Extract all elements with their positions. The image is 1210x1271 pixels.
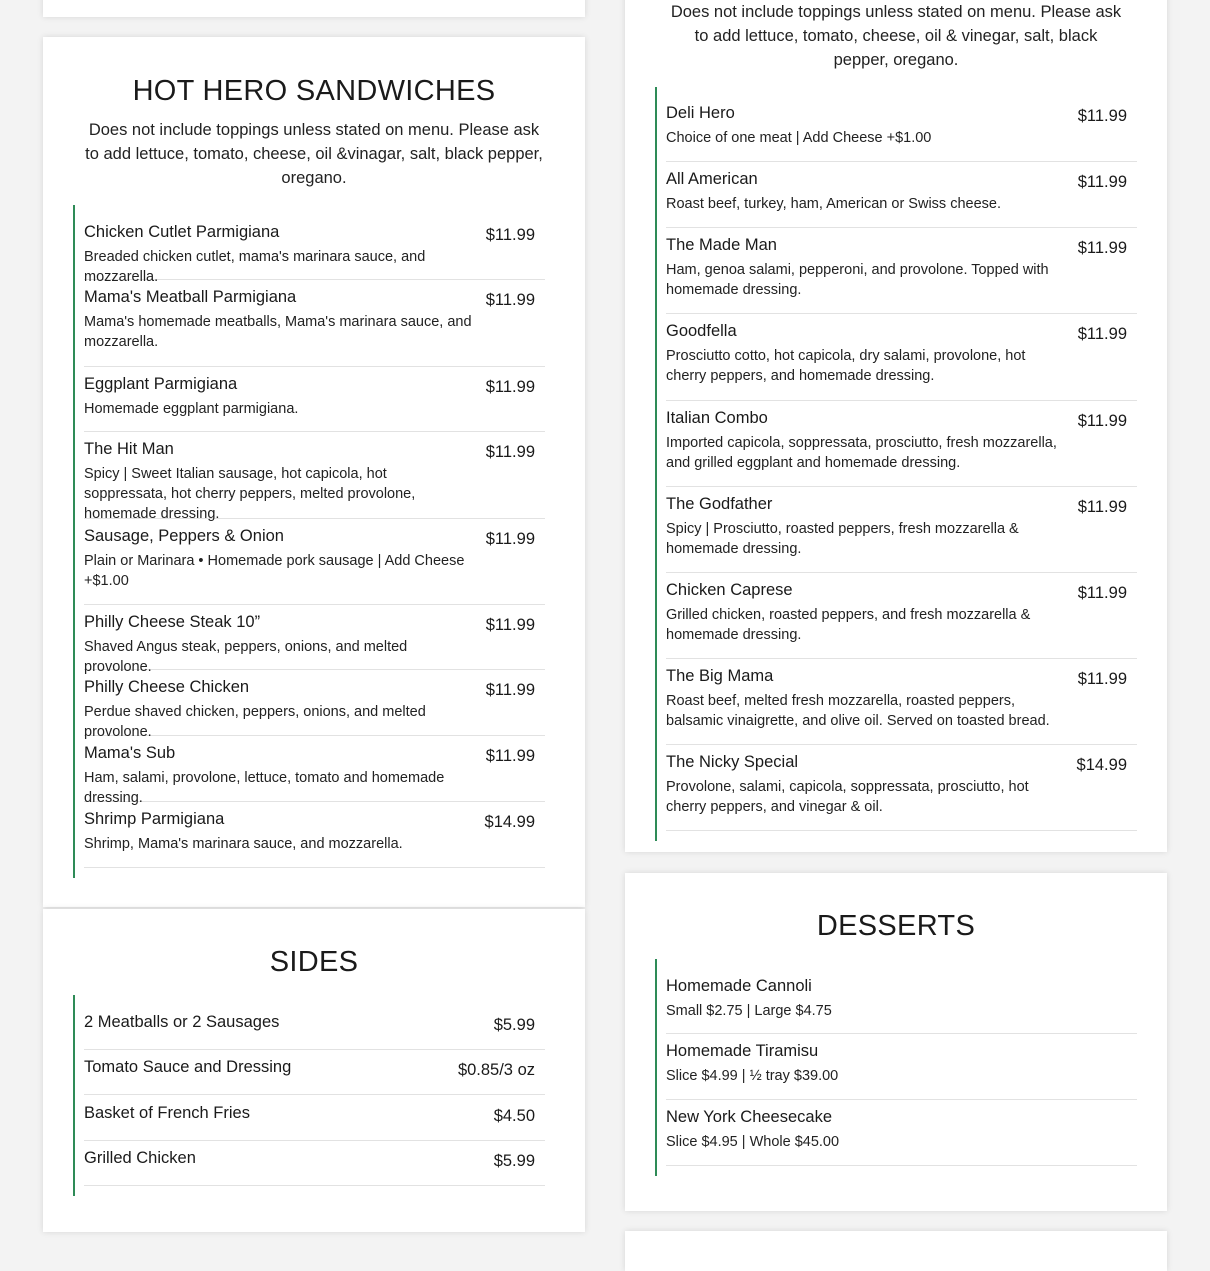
item-desc: Choice of one meat | Add Cheese +$1.00	[666, 130, 932, 146]
item-price: $14.99	[1076, 756, 1127, 774]
item-desc: Plain or Marinara • Homemade pork sausage | Add Cheese +$1.00	[84, 553, 465, 589]
item-name: Mama's Meatball Parmigiana	[84, 288, 297, 306]
hot-hero-card	[43, 37, 585, 907]
item-name: Grilled Chicken	[84, 1149, 196, 1167]
menu-item[interactable]	[666, 659, 1137, 745]
item-desc: Spicy | Sweet Italian sausage, hot capicola, hot soppressata, hot cherry peppers, melted provolone, homemade dressing.	[84, 466, 416, 522]
menu-item[interactable]	[666, 573, 1137, 659]
menu-item[interactable]	[84, 1050, 545, 1095]
item-name: Chicken Caprese	[666, 581, 793, 599]
item-desc: Grilled chicken, roasted peppers, and fresh mozzarella & homemade dressing.	[666, 607, 1031, 643]
item-price: $11.99	[485, 616, 535, 634]
section-title: SIDES	[269, 946, 359, 978]
item-desc: Mama's homemade meatballs, Mama's marinara sauce, and mozzarella.	[84, 314, 472, 350]
menu-item[interactable]	[84, 995, 545, 1050]
item-desc: Spicy | Prosciutto, roasted peppers, fresh mozzarella & homemade dressing.	[666, 521, 1019, 557]
previous-section-card	[43, 0, 585, 17]
item-desc: Ham, salami, provolone, lettuce, tomato and homemade dressing.	[84, 770, 445, 806]
item-desc: Ham, genoa salami, pepperoni, and provolone. Topped with homemade dressing.	[666, 262, 1049, 298]
item-price: $0.85/3 oz	[457, 1061, 535, 1079]
menu-item[interactable]	[666, 314, 1137, 401]
item-price: $11.99	[1077, 239, 1127, 257]
item-name: Homemade Cannoli	[666, 977, 812, 995]
item-name: The Nicky Special	[666, 753, 799, 771]
item-name: 2 Meatballs or 2 Sausages	[84, 1013, 280, 1031]
menu-item[interactable]	[666, 959, 1137, 1034]
item-price: $11.99	[1077, 107, 1127, 125]
menu-item[interactable]	[666, 401, 1137, 487]
menu-item[interactable]	[84, 802, 545, 868]
item-price: $11.99	[485, 291, 535, 309]
item-name: Goodfella	[666, 322, 737, 340]
item-name: Shrimp Parmigiana	[84, 810, 225, 828]
item-price: $11.99	[1077, 670, 1127, 688]
desserts-card	[625, 873, 1167, 1211]
item-desc: Roast beef, melted fresh mozzarella, roasted peppers, balsamic vinaigrette, and olive oil. Served on toasted bread.	[666, 693, 1050, 729]
menu-item[interactable]	[84, 736, 545, 806]
item-price: $11.99	[1077, 173, 1127, 191]
item-desc: Perdue shaved chicken, peppers, onions, and melted provolone.	[84, 704, 426, 740]
item-price: $14.99	[484, 813, 535, 831]
item-name: Chicken Cutlet Parmigiana	[84, 223, 280, 241]
cold-hero-note: Does not include toppings unless stated on menu. Please ask to add lettuce, tomato, cheese, oil & vinegar, salt, black pepper, oregano.	[670, 3, 1122, 69]
menu-item[interactable]	[84, 205, 545, 285]
menu-item[interactable]	[84, 1095, 545, 1141]
section-title: HOT HERO SANDWICHES	[132, 75, 496, 107]
next-section-card	[625, 1231, 1167, 1271]
menu-item[interactable]	[666, 228, 1137, 314]
item-price: $11.99	[485, 226, 535, 244]
item-name: The Godfather	[666, 495, 773, 513]
menu-item[interactable]	[84, 1141, 545, 1186]
menu-item[interactable]	[666, 87, 1137, 162]
cold-hero-list	[655, 87, 1137, 841]
item-price: $11.99	[485, 681, 535, 699]
section-title: DESSERTS	[816, 910, 976, 942]
item-desc: Breaded chicken cutlet, mama's marinara sauce, and mozzarella.	[84, 249, 426, 285]
menu-item[interactable]	[666, 1034, 1137, 1100]
hot-hero-note: Does not include toppings unless stated on menu. Please ask to add lettuce, tomato, cheese, oil &vinagar, salt, black pepper, oregano.	[85, 121, 543, 187]
item-price: $4.50	[493, 1107, 535, 1125]
item-desc: Shrimp, Mama's marinara sauce, and mozzarella.	[84, 836, 403, 852]
item-name: Mama's Sub	[84, 744, 176, 762]
item-price: $5.99	[493, 1016, 535, 1034]
item-desc: Prosciutto cotto, hot capicola, dry salami, provolone, hot cherry peppers, and homemade dressing.	[666, 348, 1026, 384]
item-desc: Provolone, salami, capicola, soppressata, prosciutto, hot cherry peppers, and vinegar & oil.	[666, 779, 1029, 815]
item-desc: Imported capicola, soppressata, prosciutto, fresh mozzarella, and grilled eggplant and homemade dressing.	[666, 435, 1057, 471]
item-desc: Shaved Angus steak, peppers, onions, and melted provolone.	[84, 639, 408, 675]
item-name: Philly Cheese Steak 10”	[84, 613, 261, 631]
item-price: $11.99	[485, 378, 535, 396]
item-name: Homemade Tiramisu	[666, 1042, 819, 1060]
item-name: The Hit Man	[84, 440, 174, 458]
item-desc: Small $2.75 | Large $4.75	[666, 1003, 832, 1019]
menu-item[interactable]	[666, 487, 1137, 573]
hot-hero-list	[73, 205, 545, 878]
item-price: $11.99	[1077, 325, 1127, 343]
menu-item[interactable]	[666, 745, 1137, 831]
item-price: $11.99	[1077, 584, 1127, 602]
item-name: Sausage, Peppers & Onion	[84, 527, 284, 545]
item-name: The Big Mama	[666, 667, 774, 685]
menu-item[interactable]	[84, 280, 545, 367]
item-desc: Slice $4.99 | ½ tray $39.00	[666, 1068, 839, 1084]
item-name: The Made Man	[666, 236, 777, 254]
item-price: $11.99	[1077, 498, 1127, 516]
item-price: $11.99	[485, 530, 535, 548]
menu-item[interactable]	[84, 367, 545, 432]
item-price: $11.99	[485, 747, 535, 765]
item-price: $11.99	[485, 443, 535, 461]
item-desc: Homemade eggplant parmigiana.	[84, 401, 299, 417]
menu-item[interactable]	[666, 162, 1137, 228]
item-name: All American	[666, 170, 758, 188]
item-price: $5.99	[493, 1152, 535, 1170]
menu-item[interactable]	[666, 1100, 1137, 1166]
menu-item[interactable]	[84, 605, 545, 675]
item-name: Philly Cheese Chicken	[84, 678, 250, 696]
item-price: $11.99	[1077, 412, 1127, 430]
item-desc: Slice $4.95 | Whole $45.00	[666, 1134, 840, 1150]
item-name: Basket of French Fries	[84, 1104, 250, 1122]
item-name: New York Cheesecake	[666, 1108, 833, 1126]
desserts-list	[655, 959, 1137, 1176]
item-name: Deli Hero	[666, 104, 735, 122]
item-name: Tomato Sauce and Dressing	[84, 1058, 292, 1076]
sides-card	[43, 909, 585, 1232]
menu-item[interactable]	[84, 519, 545, 605]
item-name: Eggplant Parmigiana	[84, 375, 238, 393]
item-name: Italian Combo	[666, 409, 768, 427]
menu-item[interactable]	[84, 670, 545, 740]
sides-list	[73, 995, 545, 1196]
menu-item[interactable]	[84, 432, 545, 522]
item-desc: Roast beef, turkey, ham, American or Swiss cheese.	[666, 196, 1001, 212]
cold-hero-card	[625, 0, 1167, 852]
